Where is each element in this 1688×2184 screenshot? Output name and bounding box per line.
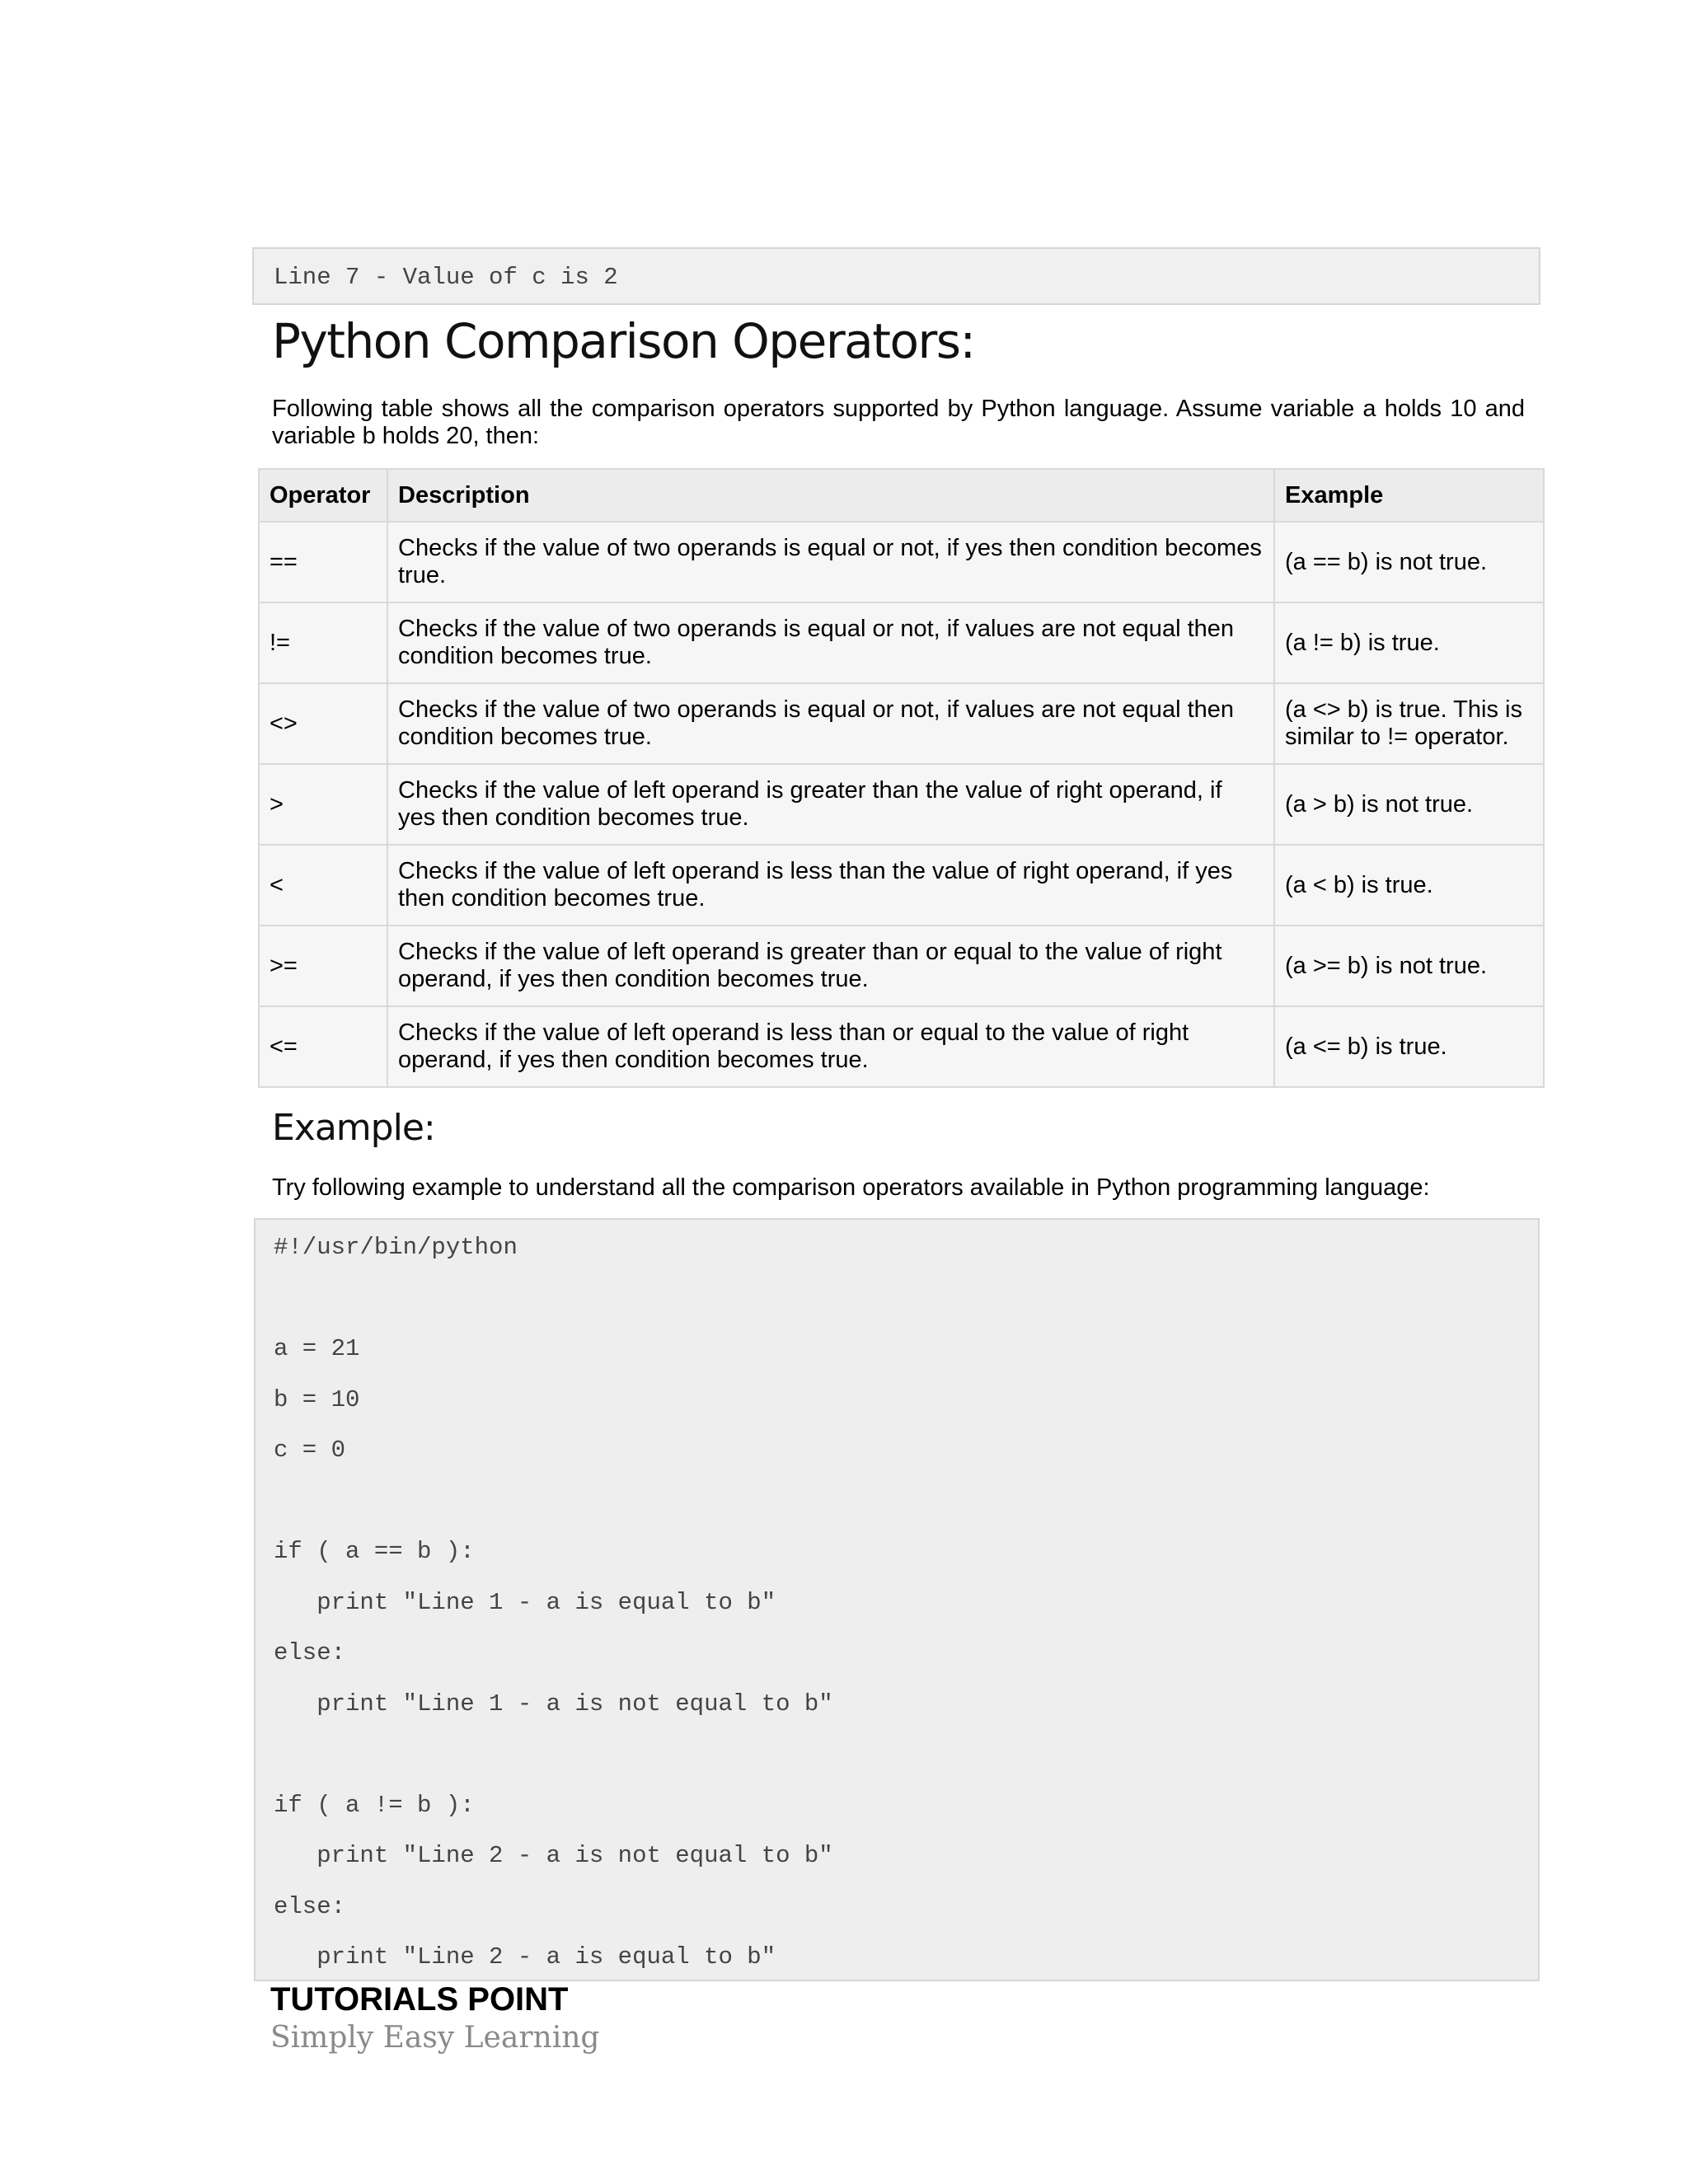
code-line: if ( a != b ): [274,1791,475,1819]
cell-example: (a <= b) is true. [1274,1006,1544,1087]
code-block [254,1218,1540,1981]
table-row [259,845,1544,926]
code-line: else: [274,1639,346,1666]
cell-example: (a <> b) is true. This is similar to != operator. [1274,683,1544,764]
code-line: print "Line 1 - a is not equal to b" [274,1690,833,1718]
header-example: Example [1274,469,1544,522]
cell-operator: != [259,602,387,683]
code-line [274,1485,1538,1536]
code-line: b = 10 [274,1385,360,1413]
cell-operator: < [259,845,387,926]
previous-output-box [252,247,1540,305]
brand-name: TUTORIALS POINT [270,1981,569,2018]
cell-description: Checks if the value of two operands is equal or not, if yes then condition becomes true. [387,522,1274,602]
code-line: print "Line 2 - a is not equal to b" [274,1842,833,1869]
code-line: print "Line 1 - a is equal to b" [274,1588,776,1616]
cell-description: Checks if the value of two operands is equal or not, if values are not equal then condition becomes true. [387,683,1274,764]
section-intro: Following table shows all the comparison operators supported by Python language. Assume variable a holds 10 and variable b holds 20, then: [272,396,1525,449]
table-row [259,1006,1544,1087]
code-line: c = 0 [274,1436,346,1464]
cell-description: Checks if the value of left operand is greater than the value of right operand, if yes then condition becomes true. [387,764,1274,845]
cell-example: (a < b) is true. [1274,845,1544,926]
code-line: #!/usr/bin/python [274,1234,518,1261]
table-header-row [259,469,1544,522]
operators-table [258,468,1545,1088]
table-row [259,683,1544,764]
code-line: if ( a == b ): [274,1538,475,1565]
code-line: else: [274,1892,346,1920]
cell-example: (a >= b) is not true. [1274,926,1544,1006]
example-intro: Try following example to understand all the comparison operators available in Python programming language: [272,1174,1430,1201]
section-title: Python Comparison Operators: [272,313,975,369]
cell-operator: <> [259,683,387,764]
cell-description: Checks if the value of left operand is less than the value of right operand, if yes then condition becomes true. [387,845,1274,926]
cell-description: Checks if the value of left operand is greater than or equal to the value of right operand, if yes then condition becomes true. [387,926,1274,1006]
previous-output-text: Line 7 - Value of c is 2 [274,264,618,291]
code-line [274,1282,1538,1333]
header-operator: Operator [259,469,387,522]
cell-description: Checks if the value of two operands is equal or not, if values are not equal then condition becomes true. [387,602,1274,683]
table-row [259,602,1544,683]
header-description: Description [387,469,1274,522]
brand-tagline: Simply Easy Learning [270,2021,600,2055]
cell-operator: >= [259,926,387,1006]
example-title: Example: [272,1107,435,1149]
cell-operator: > [259,764,387,845]
cell-example: (a == b) is not true. [1274,522,1544,602]
footer-brand [270,1980,599,2057]
cell-example: (a > b) is not true. [1274,764,1544,845]
cell-description: Checks if the value of left operand is less than or equal to the value of right operand, if yes then condition becomes true. [387,1006,1274,1087]
code-line: a = 21 [274,1335,360,1362]
table-row [259,926,1544,1006]
table-row [259,764,1544,845]
cell-operator: <= [259,1006,387,1087]
table-row [259,522,1544,602]
code-line [274,1738,1538,1789]
code-line: print "Line 2 - a is equal to b" [274,1943,776,1971]
cell-example: (a != b) is true. [1274,602,1544,683]
cell-operator: == [259,522,387,602]
